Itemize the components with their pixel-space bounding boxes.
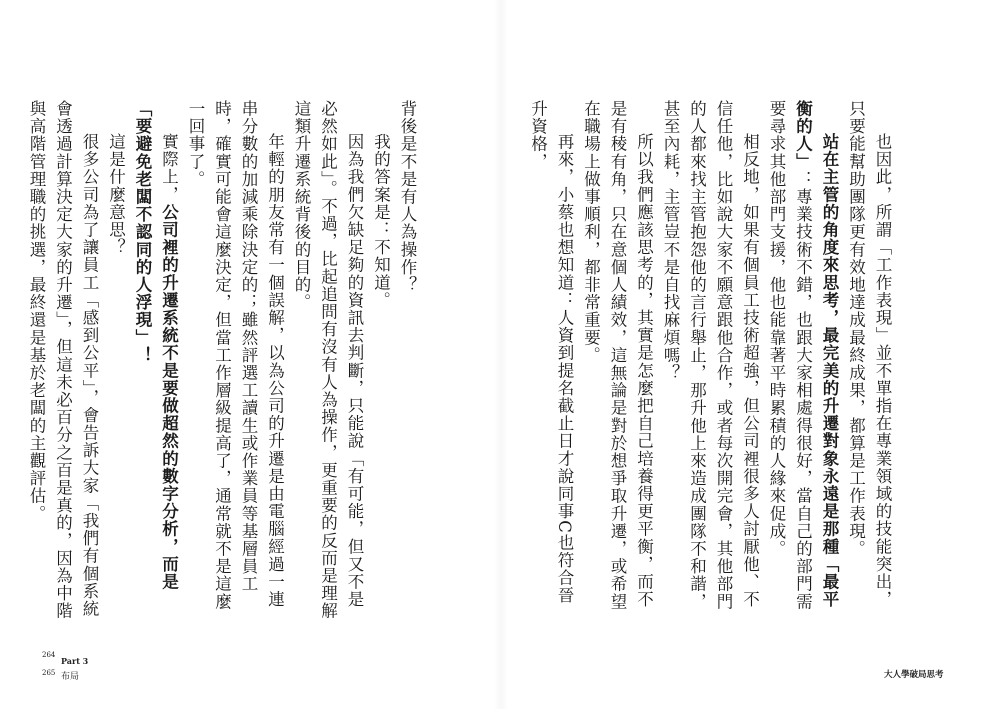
body-text: 相反地，如果有個員工技術超強，但公司裡很多人討厭他、不信任他，比如說大家不願意跟他合作，或者每次開完會，其他部門的人都來找主管抱怨他的言行舉止，那升他上來造成團隊不和諧，甚至內耗，主管豈不是自找麻煩嗎？ <box>661 100 760 611</box>
book-title: 大人學破局思考 <box>884 670 944 680</box>
page-number-265: 265 <box>42 669 56 677</box>
bold-text: 公司裡的升遷系統不是要做超然的數字分析，而是「要避免老闆不認同的人浮現」！ <box>133 100 179 591</box>
page-number-264: 264 <box>42 651 56 659</box>
section-label: 布局 <box>61 672 80 682</box>
paragraph <box>842 100 895 620</box>
paragraph <box>367 100 394 620</box>
right-page-text <box>528 100 895 620</box>
body-text: 這是什麼意思？ <box>106 133 126 257</box>
paragraph <box>129 100 182 620</box>
paragraph <box>577 100 657 620</box>
paragraph <box>657 100 763 620</box>
paragraph <box>763 100 843 620</box>
bold-text: 站在主管的角度來思考，最完美的升遷對象永遠是那種「最平衡的人」 <box>793 100 839 609</box>
body-text: 很多公司為了讓員工「感到公平」，會告訴大家「我們有個系統會透過計算決定大家的升遷」，但這未必百分之百是真的，因為中階與高階管理職的挑選，最終還是基於老闆的主觀評估。 <box>27 100 99 620</box>
paragraph <box>288 100 368 620</box>
body-text: 年輕的朋友常有一個誤解，以為公司的升遷是由電腦經過一連串分數的加減乘除決定的；雖然評選工讀生或作業員等基層員工時，確實可能會這麼決定，但當工作層級提高了，通常就不是這麼一回事了。 <box>186 100 285 611</box>
body-text: 再來，小蔡也想知道：人資到提名截止日才說同事C也符合晉升資格， <box>528 100 574 605</box>
body-text: 因為我們欠缺足夠的資訊去判斷，只能說「有可能，但又不是必然如此」。不過，比起追問有沒有人為操作，更重要的反而是理解這類升遷系統背後的目的。 <box>292 100 364 620</box>
body-text: 實際上， <box>159 133 179 204</box>
paragraph <box>102 100 129 620</box>
paragraph <box>524 100 577 620</box>
body-text: 也因此，所謂「工作表現」並不單指在專業領域的技能突出，只要能幫助團隊更有效地達成最終成果，都算是工作表現。 <box>846 100 892 609</box>
body-text: 所以我們應該思考的，其實是怎麼把自己培養得更平衡，而不是有稜有角，只在意個人績效，這無論是對於想爭取升遷，或希望在職場上做事順利，都非常重要。 <box>581 100 654 611</box>
part-label: Part 3 <box>61 656 89 666</box>
body-text: 背後是不是有人為操作？ <box>398 100 417 294</box>
body-text: ：專業技術不錯，也跟大家相處得很好，當自己的部門需要尋求其他部門支援，他也能靠著平時累積的人緣來促成。 <box>767 100 813 611</box>
gutter <box>494 0 508 709</box>
left-page-text <box>27 100 420 620</box>
paragraph <box>23 100 103 620</box>
paragraph <box>182 100 288 620</box>
paragraph <box>394 100 421 620</box>
body-text: 我的答案是：不知道。 <box>371 133 391 309</box>
